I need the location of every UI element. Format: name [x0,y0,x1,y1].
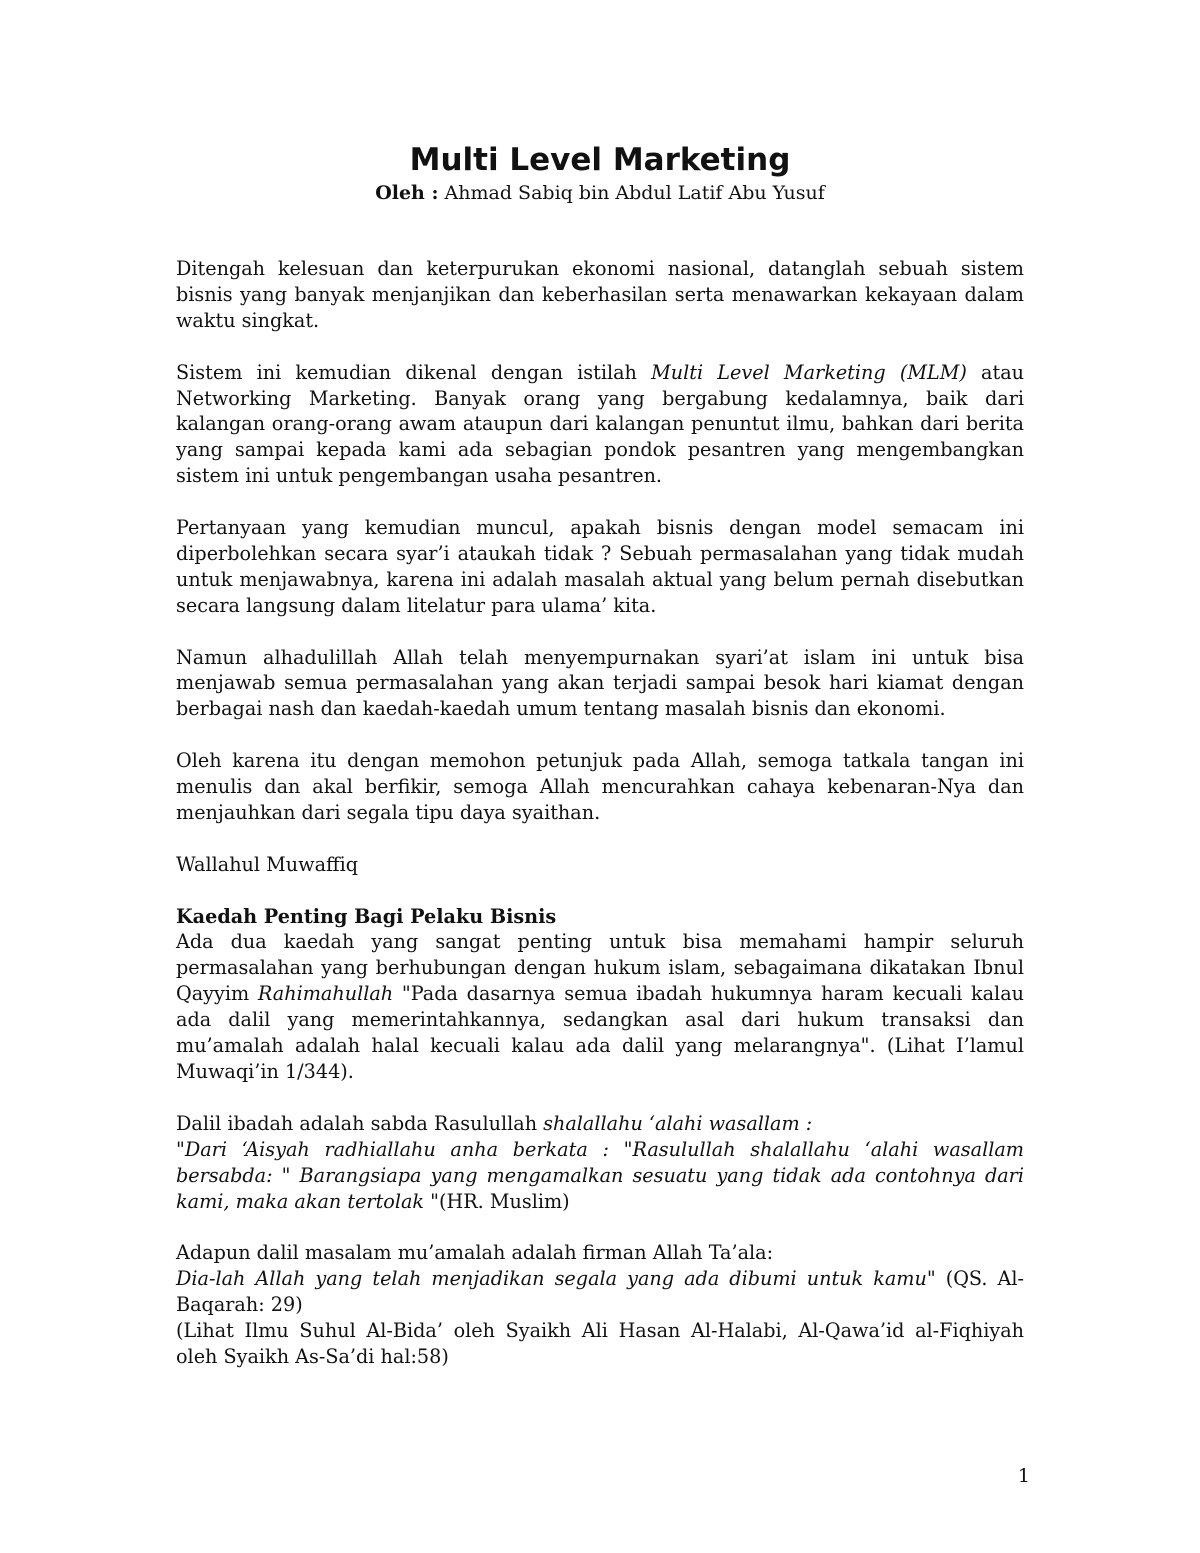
author-label: Oleh : [375,182,439,204]
paragraph-mlm-text-end: atau Networking Marketing. Banyak orang yang bergabung kedalamnya, baik dari kalangan orang-orang awam ataupun dari kalangan penuntut ilmu, bahkan dari berita yang sampai kepada kami ada sebagian pondok pesantren yang mengembangkan sistem ini untuk pengembangan usaha pesantren. [176,360,1025,488]
dalil-muamalah-line: Adapun dalil masalam mu’amalah adalah firman Allah Ta’ala: [176,1241,774,1265]
paragraph-question: Pertanyaan yang kemudian muncul, apakah bisnis dengan model semacam ini diperbolehkan secara syar’i ataukah tidak ? Sebuah permasalahan yang tidak mudah untuk menjawabnya, karena ini adalah masalah aktual yang belum pernah disebutkan secara langsung dalam litelatur para ulama’ kita. [176,516,1024,617]
kaedah-text-start: Ada dua kaedah yang sangat penting untuk bisa memahami hampir seluruh permasalahan yang berhubungan dengan hukum islam, sebagaimana dikatakan Ibnul Qayyim [176,930,1024,1006]
paragraph-mlm-text-start: Sistem ini kemudian dikenal dengan istilah [176,360,652,384]
paragraph-prayer: Oleh karena itu dengan memohon petunjuk pada Allah, semoga tatkala tangan ini menulis dan akal berfikir, semoga Allah mencurahkan cahaya kebenaran-Nya dan menjauhkan dari segala tipu daya syaithan. [176,749,1024,824]
paragraph-mlm-definition [176,360,1024,490]
quran-quote: Dia-lah Allah yang telah menjadikan segala yang ada dibumi untuk kamu" [176,1267,936,1291]
kaedah-text-end: "Pada dasarnya semua ibadah hukumnya haram kecuali kalau ada dalil yang memerintahkannya, sedangkan asal dari hukum transaksi dan mu’amalah adalah halal kecuali kalau ada dalil yang melarangnya". (Lihat I’lamul Muwaqi’in 1/344). [176,982,1024,1083]
author-line [0,180,1200,206]
paragraph-dalil-muamalah [176,1240,1024,1318]
rahimahullah-term: Rahimahullah [257,982,394,1006]
paragraph-dalil-ibadah [176,1111,1024,1215]
hadith-source: "(HR. Muslim) [430,1189,570,1213]
dalil-ibadah-start: Dalil ibadah adalah sabda Rasulullah [176,1111,544,1135]
quran-source: (QS. Al-Baqarah: 29) [176,1267,1024,1317]
paragraph-sharia: Namun alhadulillah Allah telah menyempurnakan syari’at islam ini untuk bisa menjawab semua permasalahan yang akan terjadi sampai besok hari kiamat dengan berbagai nash dan kaedah-kaedah umum tentang masalah bisnis dan ekonomi. [176,645,1024,721]
paragraph-intro: Ditengah kelesuan dan keterpurukan ekonomi nasional, datanglah sebuah sistem bisnis yang banyak menjanjikan dan keberhasilan serta menawarkan kekayaan dalam waktu singkat. [176,257,1024,332]
section-heading: Kaedah Penting Bagi Pelaku Bisnis [176,904,557,928]
document-title: Multi Level Marketing [409,142,791,178]
paragraph-closing: Wallahul Muwaffiq [176,852,359,876]
paragraph-reference: (Lihat Ilmu Suhul Al-Bida’ oleh Syaikh Ali Hasan Al-Halabi, Al-Qawa’id al-Fiqhiyah oleh Syaikh As-Sa’di hal:58) [176,1319,1024,1368]
author-name: Ahmad Sabiq bin Abdul Latif Abu Yusuf [438,182,825,204]
hadith-quote: "Dari ‘Aisyah radhiallahu anha berkata : "Rasulullah shalallahu ‘alahi wasallam bersabda: " Barangsiapa yang mengamalkan sesuatu yang tidak ada contohnya dari kami, maka akan tertolak [176,1137,1024,1213]
mlm-term: Multi Level Marketing (MLM) [651,360,967,384]
paragraph-kaedah [176,929,1024,1084]
page-number: 1 [1017,1465,1030,1487]
document-body [176,256,1024,1370]
salawat-term: shalallahu ‘alahi wasallam : [543,1111,813,1135]
